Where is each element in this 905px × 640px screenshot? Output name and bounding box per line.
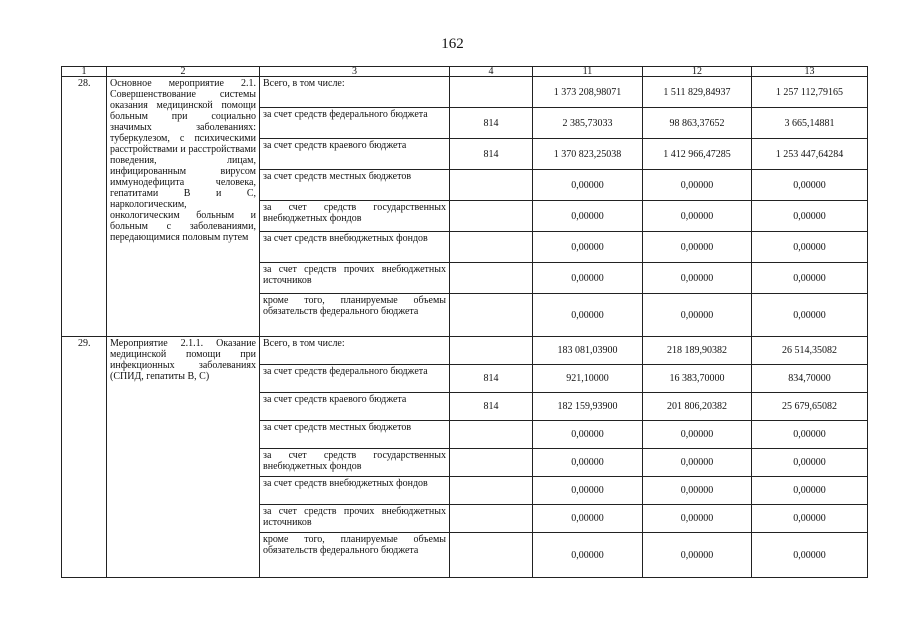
budget-code [450, 533, 533, 578]
value-col-11: 2 385,73033 [533, 108, 643, 139]
value-col-11: 0,00000 [533, 201, 643, 232]
budget-code: 814 [450, 365, 533, 393]
value-col-11: 0,00000 [533, 449, 643, 477]
value-col-12: 0,00000 [643, 449, 752, 477]
table-row [62, 77, 868, 108]
value-col-13: 0,00000 [752, 201, 868, 232]
value-col-13: 1 257 112,79165 [752, 77, 868, 108]
value-col-12: 1 511 829,84937 [643, 77, 752, 108]
value-col-13: 834,70000 [752, 365, 868, 393]
value-col-12: 0,00000 [643, 421, 752, 449]
column-header: 3 [260, 67, 450, 77]
value-col-12: 0,00000 [643, 294, 752, 337]
row-index: 28. [62, 77, 107, 337]
funding-source: кроме того, планируемые объемы обязательств федерального бюджета [260, 294, 450, 337]
value-col-12: 0,00000 [643, 263, 752, 294]
column-header: 11 [533, 67, 643, 77]
value-col-12: 0,00000 [643, 170, 752, 201]
value-col-11: 0,00000 [533, 232, 643, 263]
value-col-11: 0,00000 [533, 170, 643, 201]
activity-description: Основное мероприятие 2.1. Совершенствование системы оказания медицинской помощи больным при социально значимых заболеваниях: туберкулезом, с психическими расстройствами и расстройствами поведения, лицам, инфицированным вирусом иммунодефицита человека, гепатитами В и С, наркологическим, онкологическим больным и больным с заболеваниями, передающимися половым путем [107, 77, 260, 337]
activity-description: Мероприятие 2.1.1. Оказание медицинской помощи при инфекционных заболеваниях (СПИД, гепатиты В, С) [107, 337, 260, 578]
budget-code [450, 477, 533, 505]
table-body [62, 67, 868, 578]
value-col-13: 25 679,65082 [752, 393, 868, 421]
budget-code [450, 449, 533, 477]
value-col-11: 0,00000 [533, 421, 643, 449]
value-col-11: 1 373 208,98071 [533, 77, 643, 108]
funding-source: Всего, в том числе: [260, 337, 450, 365]
budget-code [450, 77, 533, 108]
row-index: 29. [62, 337, 107, 578]
value-col-13: 0,00000 [752, 449, 868, 477]
budget-code [450, 263, 533, 294]
budget-code: 814 [450, 393, 533, 421]
budget-code: 814 [450, 108, 533, 139]
value-col-12: 201 806,20382 [643, 393, 752, 421]
value-col-11: 1 370 823,25038 [533, 139, 643, 170]
funding-source: за счет средств местных бюджетов [260, 170, 450, 201]
value-col-11: 183 081,03900 [533, 337, 643, 365]
budget-code [450, 294, 533, 337]
budget-code [450, 232, 533, 263]
funding-source: за счет средств местных бюджетов [260, 421, 450, 449]
value-col-13: 0,00000 [752, 505, 868, 533]
budget-code [450, 505, 533, 533]
value-col-13: 0,00000 [752, 170, 868, 201]
column-header: 2 [107, 67, 260, 77]
value-col-12: 1 412 966,47285 [643, 139, 752, 170]
funding-source: Всего, в том числе: [260, 77, 450, 108]
table-row [62, 337, 868, 365]
value-col-13: 1 253 447,64284 [752, 139, 868, 170]
value-col-11: 0,00000 [533, 533, 643, 578]
funding-source: за счет средств федерального бюджета [260, 108, 450, 139]
value-col-12: 0,00000 [643, 232, 752, 263]
value-col-12: 16 383,70000 [643, 365, 752, 393]
budget-code [450, 201, 533, 232]
budget-code [450, 170, 533, 201]
value-col-13: 26 514,35082 [752, 337, 868, 365]
funding-source: кроме того, планируемые объемы обязательств федерального бюджета [260, 533, 450, 578]
value-col-13: 0,00000 [752, 294, 868, 337]
funding-source: за счет средств краевого бюджета [260, 139, 450, 170]
funding-source: за счет средств внебюджетных фондов [260, 232, 450, 263]
value-col-12: 0,00000 [643, 505, 752, 533]
value-col-12: 0,00000 [643, 201, 752, 232]
funding-source: за счет средств краевого бюджета [260, 393, 450, 421]
funding-source: за счет средств федерального бюджета [260, 365, 450, 393]
funding-source: за счет средств прочих внебюджетных источников [260, 505, 450, 533]
value-col-11: 182 159,93900 [533, 393, 643, 421]
value-col-11: 0,00000 [533, 505, 643, 533]
value-col-11: 921,10000 [533, 365, 643, 393]
value-col-12: 218 189,90382 [643, 337, 752, 365]
value-col-11: 0,00000 [533, 294, 643, 337]
funding-source: за счет средств государственных внебюджетных фондов [260, 201, 450, 232]
column-header: 1 [62, 67, 107, 77]
value-col-12: 0,00000 [643, 533, 752, 578]
budget-code: 814 [450, 139, 533, 170]
column-header: 12 [643, 67, 752, 77]
funding-source: за счет средств прочих внебюджетных источников [260, 263, 450, 294]
header-row [62, 67, 868, 77]
column-header: 4 [450, 67, 533, 77]
value-col-12: 0,00000 [643, 477, 752, 505]
funding-source: за счет средств внебюджетных фондов [260, 477, 450, 505]
value-col-13: 0,00000 [752, 263, 868, 294]
value-col-12: 98 863,37652 [643, 108, 752, 139]
column-header: 13 [752, 67, 868, 77]
page-number: 162 [441, 36, 464, 52]
funding-source: за счет средств государственных внебюджетных фондов [260, 449, 450, 477]
value-col-13: 3 665,14881 [752, 108, 868, 139]
budget-code [450, 421, 533, 449]
value-col-13: 0,00000 [752, 421, 868, 449]
value-col-13: 0,00000 [752, 477, 868, 505]
value-col-13: 0,00000 [752, 232, 868, 263]
budget-code [450, 337, 533, 365]
value-col-11: 0,00000 [533, 263, 643, 294]
budget-table [61, 66, 868, 578]
value-col-11: 0,00000 [533, 477, 643, 505]
value-col-13: 0,00000 [752, 533, 868, 578]
